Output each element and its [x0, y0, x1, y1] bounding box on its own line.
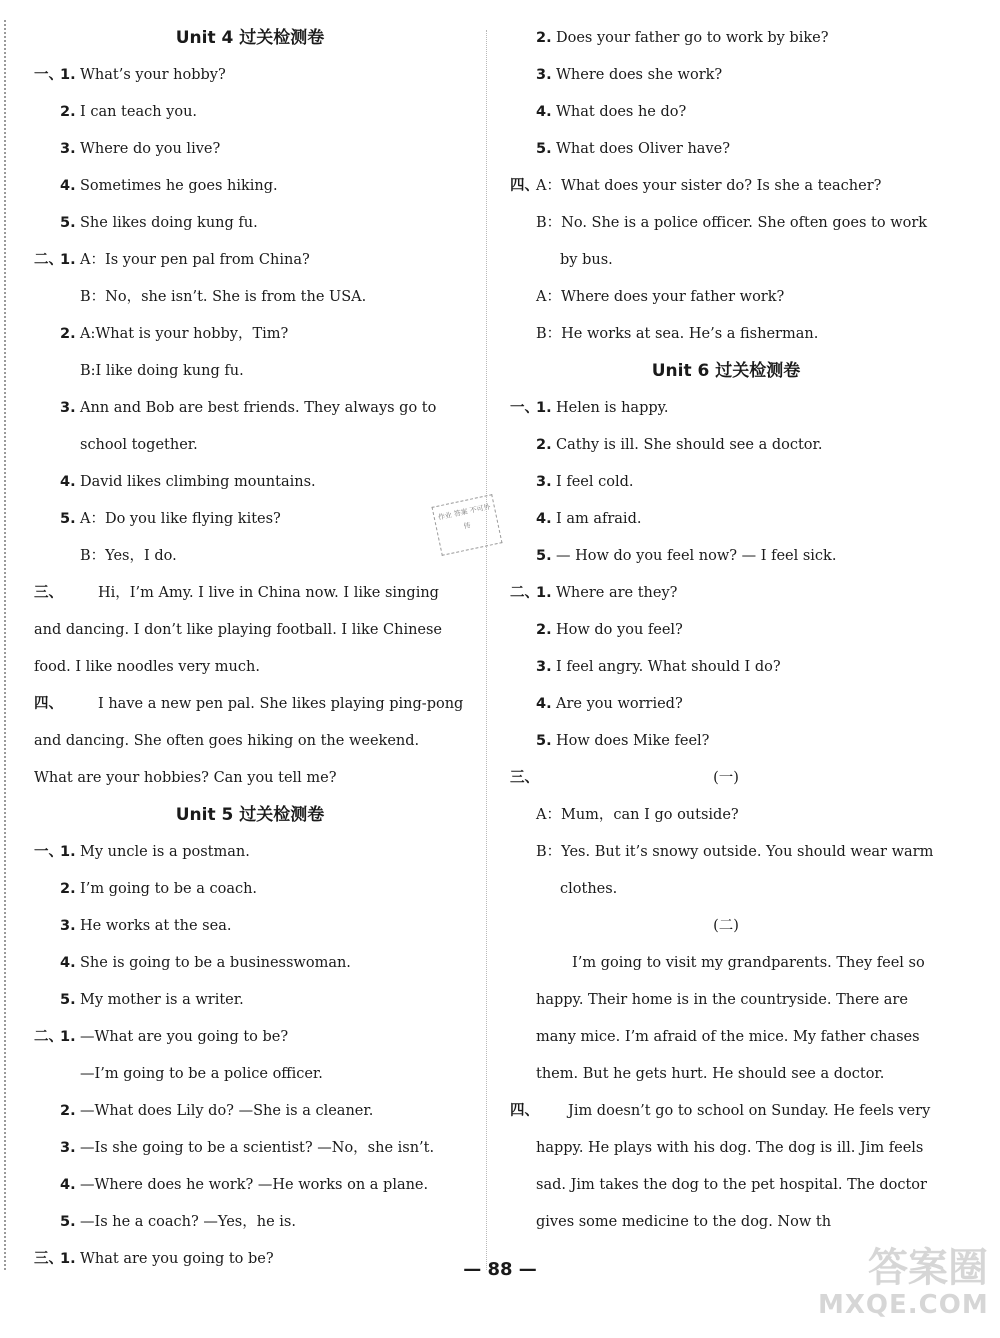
u5-s3-5: 5. What does Oliver have?: [536, 141, 730, 157]
column-divider: [486, 30, 487, 1270]
u5-s4-l5: B：He works at sea. He’s a fisherman.: [536, 326, 819, 342]
u4-s2-3b: school together.: [80, 437, 198, 453]
u6-s3-p1a: A：Mum，can I go outside?: [536, 807, 739, 823]
u6-s3-p1c: clothes.: [560, 881, 618, 897]
binding-margin: [4, 20, 16, 1270]
u5-s1-5: 5. My mother is a writer.: [60, 992, 244, 1008]
u6-s4-l2: happy. He plays with his dog. The dog is ill. Jim feels: [536, 1140, 924, 1156]
u6-s3-header: 三、 (一): [510, 770, 739, 786]
u5-s2-4: 4. —Where does he work? —He works on a plane.: [60, 1177, 429, 1193]
u6-s3-p2-l1: I’m going to visit my grandparents. They feel so: [572, 955, 925, 971]
u6-s2-4: 4. Are you worried?: [536, 696, 683, 712]
u5-s2-2: 2. —What does Lily do? —She is a cleaner.: [60, 1103, 374, 1119]
u4-s3-l1: 三、 Hi，I’m Amy. I live in China now. I like singing: [34, 585, 439, 601]
u4-s4-l3: What are your hobbies? Can you tell me?: [34, 770, 337, 786]
page-number: — 88 —: [463, 1259, 537, 1280]
u5-s3-1: 三、1. What are you going to be?: [34, 1251, 274, 1267]
u5-s2-5: 5. —Is he a coach? —Yes，he is.: [60, 1214, 296, 1230]
u6-s3-p2-l2: happy. Their home is in the countryside. There are: [536, 992, 908, 1008]
u4-s3-l2: and dancing. I don’t like playing football. I like Chinese: [34, 622, 443, 638]
u5-s2-3: 3. —Is she going to be a scientist? —No，she isn’t.: [60, 1140, 435, 1156]
u4-s2-3a: 3. Ann and Bob are best friends. They always go to: [60, 400, 437, 416]
u6-s2-5: 5. How does Mike feel?: [536, 733, 710, 749]
u5-s4-l3: by bus.: [560, 252, 613, 268]
unit5-title: Unit 5 过关检测卷: [175, 805, 325, 825]
u4-s4-l1: 四、 I have a new pen pal. She likes playing ping-pong: [34, 696, 464, 712]
u4-s4-l2: and dancing. She often goes hiking on the weekend.: [34, 733, 420, 749]
u6-s1-4: 4. I am afraid.: [536, 511, 642, 527]
u4-s2-5a: 5. A：Do you like flying kites?: [60, 511, 281, 527]
u4-s2-5b: B：Yes，I do.: [80, 548, 177, 564]
u4-s1-5: 5. She likes doing kung fu.: [60, 215, 258, 231]
u5-s4-l2: B：No. She is a police officer. She often goes to work: [536, 215, 928, 231]
left-column: [34, 20, 466, 1278]
stamp: 作业 答案 不可外传: [431, 494, 502, 556]
u4-s2-2b: B:I like doing kung fu.: [80, 363, 244, 379]
u4-s2-1a: 二、1. A：Is your pen pal from China?: [34, 252, 310, 268]
u4-s3-l3: food. I like noodles very much.: [34, 659, 260, 675]
u6-s3-p1b: B：Yes. But it’s snowy outside. You should wear warm: [536, 844, 934, 860]
u5-s2-1b: —I’m going to be a police officer.: [80, 1066, 323, 1082]
u6-s3-part2: (二): [713, 918, 739, 934]
u6-s2-1: 二、1. Where are they?: [510, 585, 678, 601]
u6-s1-2: 2. Cathy is ill. She should see a doctor.: [536, 437, 823, 453]
u4-s1-1: 一、1. What’s your hobby?: [34, 67, 226, 83]
u6-s4-l1: 四、 Jim doesn’t go to school on Sunday. He feels very: [510, 1103, 931, 1119]
u5-s2-1a: 二、1. —What are you going to be?: [34, 1029, 289, 1045]
u5-s1-2: 2. I’m going to be a coach.: [60, 881, 258, 897]
watermark-line2: MXQE.COM: [818, 1290, 989, 1320]
u6-s4-l4: gives some medicine to the dog. Now th: [536, 1214, 832, 1230]
u4-s2-4: 4. David likes climbing mountains.: [60, 474, 316, 490]
u5-s4-l4: A：Where does your father work?: [536, 289, 785, 305]
u4-s1-3: 3. Where do you live?: [60, 141, 221, 157]
unit6-title: Unit 6 过关检测卷: [651, 361, 801, 381]
u6-s3-p2-l4: them. But he gets hurt. He should see a doctor.: [536, 1066, 885, 1082]
u5-s4-l1: 四、A：What does your sister do? Is she a teacher?: [510, 178, 882, 194]
right-column: [510, 20, 942, 1241]
u4-s2-2a: 2. A:What is your hobby，Tim?: [60, 326, 289, 342]
u6-s1-3: 3. I feel cold.: [536, 474, 634, 490]
watermark-logo: [818, 1246, 988, 1326]
unit4-title: Unit 4 过关检测卷: [175, 28, 325, 48]
u5-s1-1: 一、1. My uncle is a postman.: [34, 844, 250, 860]
u4-s2-1b: B：No，she isn’t. She is from the USA.: [80, 289, 367, 305]
u6-s3-p2-l3: many mice. I’m afraid of the mice. My father chases: [536, 1029, 920, 1045]
u4-s1-2: 2. I can teach you.: [60, 104, 198, 120]
u6-s2-3: 3. I feel angry. What should I do?: [536, 659, 781, 675]
u5-s3-3: 3. Where does she work?: [536, 67, 723, 83]
u5-s1-3: 3. He works at the sea.: [60, 918, 232, 934]
u6-s1-5: 5. — How do you feel now? — I feel sick.: [536, 548, 837, 564]
u4-s1-4: 4. Sometimes he goes hiking.: [60, 178, 278, 194]
u6-s1-1: 一、1. Helen is happy.: [510, 400, 669, 416]
u6-s4-l3: sad. Jim takes the dog to the pet hospital. The doctor: [536, 1177, 927, 1193]
watermark-line1: 答案圈: [868, 1245, 988, 1291]
u5-s1-4: 4. She is going to be a businesswoman.: [60, 955, 351, 971]
u6-s2-2: 2. How do you feel?: [536, 622, 683, 638]
u5-s3-4: 4. What does he do?: [536, 104, 687, 120]
u5-s3-2: 2. Does your father go to work by bike?: [536, 30, 829, 46]
